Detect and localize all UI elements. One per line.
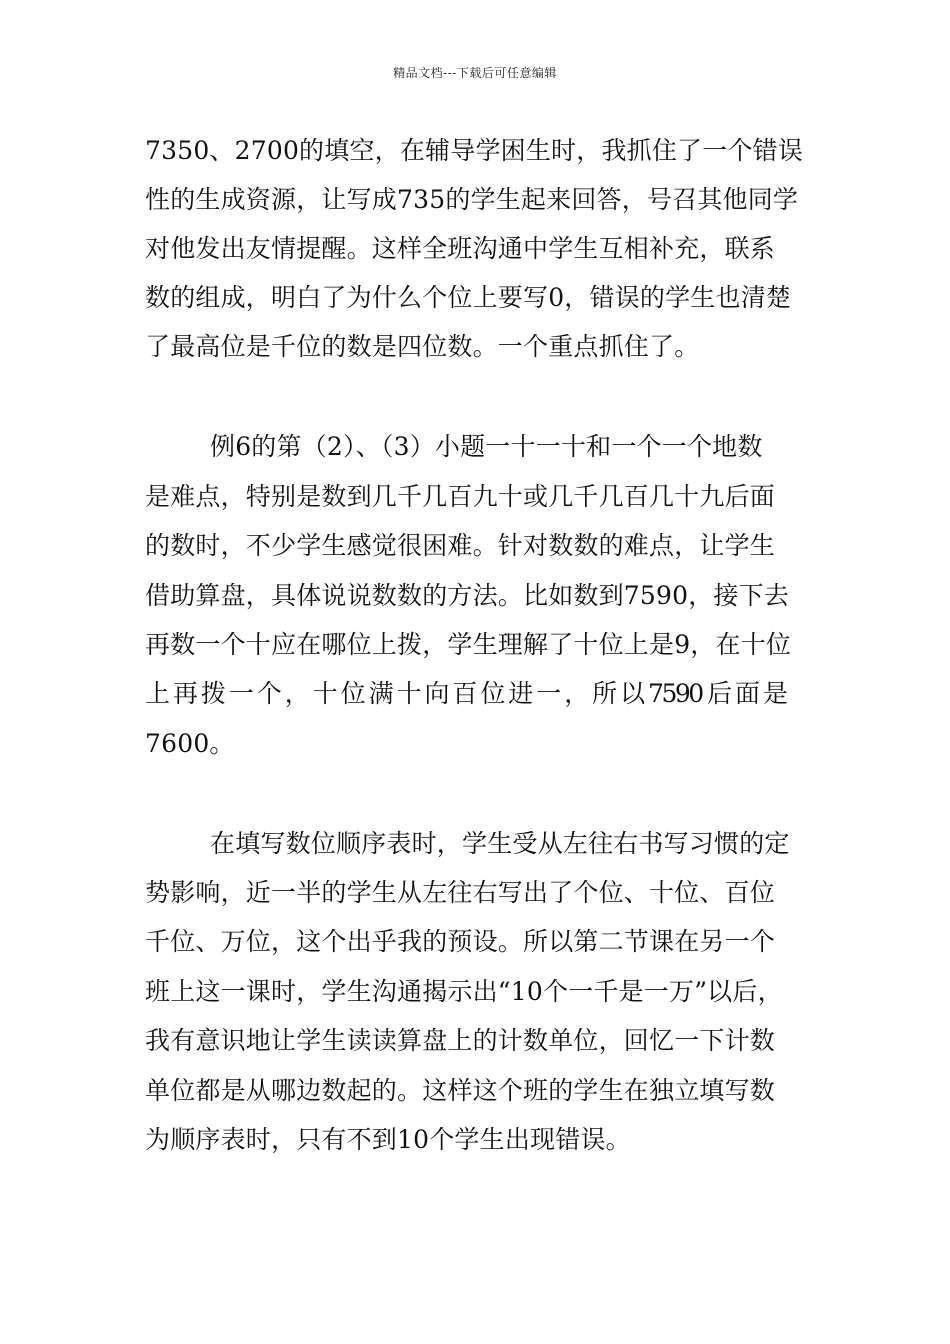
paragraph-3-line-5: 我有意识地让学生读读算盘上的计数单位，回忆一下计数 <box>145 1026 776 1055</box>
paragraph-3-line-1: 在填写数位顺序表时，学生受从左往右书写习惯的定 <box>210 829 790 858</box>
page-header: 精品文档---下载后可任意编辑 <box>393 66 557 80</box>
paragraph-3-line-6: 单位都是从哪边数起的。这样这个班的学生在独立填写数 <box>145 1076 776 1105</box>
paragraph-3-line-2: 势影响，近一半的学生从左往右写出了个位、十位、百位 <box>145 878 776 907</box>
paragraph-2-line-2: 是难点，特别是数到几千几百九十或几千几百几十九后面 <box>145 482 776 511</box>
paragraph-2-line-6: 上 再 拨 一 个 ， 十 位 满 十 向 百 位 进 一 ， 所 以 7590 后 面 是 <box>145 679 786 708</box>
paragraph-2-line-5: 再数一个十应在哪位上拨，学生理解了十位上是9，在十位 <box>145 630 792 659</box>
paragraph-3-line-3: 千位、万位，这个出乎我的预设。所以第二节课在另一个 <box>145 927 776 956</box>
paragraph-1-line-5: 了最高位是千位的数是四位数。一个重点抓住了。 <box>145 332 700 361</box>
paragraph-1-line-3: 对他发出友情提醒。这样全班沟通中学生互相补充，联系 <box>145 234 776 263</box>
paragraph-1-line-4: 数的组成，明白了为什么个位上要写0，错误的学生也清楚 <box>145 283 792 312</box>
paragraph-1-line-1: 7350、2700的填空，在辅导学困生时，我抓住了一个错误 <box>145 136 804 165</box>
paragraph-2-line-3: 的数时，不少学生感觉很困难。针对数数的难点，让学生 <box>145 531 776 560</box>
paragraph-2-line-7: 7600。 <box>145 729 235 758</box>
paragraph-2-line-4: 借助算盘，具体说说数数的方法。比如数到7590，接下去 <box>145 581 790 610</box>
paragraph-3-line-4: 班上这一课时，学生沟通揭示出“10个一千是一万”以后， <box>145 977 783 1006</box>
paragraph-1-line-2: 性的生成资源，让写成735的学生起来回答，号召其他同学 <box>145 185 799 214</box>
paragraph-3-line-7: 为顺序表时，只有不到10个学生出现错误。 <box>145 1125 631 1154</box>
paragraph-2-line-1: 例6的第（2）、（3）小题一十一十和一个一个地数 <box>210 432 763 461</box>
